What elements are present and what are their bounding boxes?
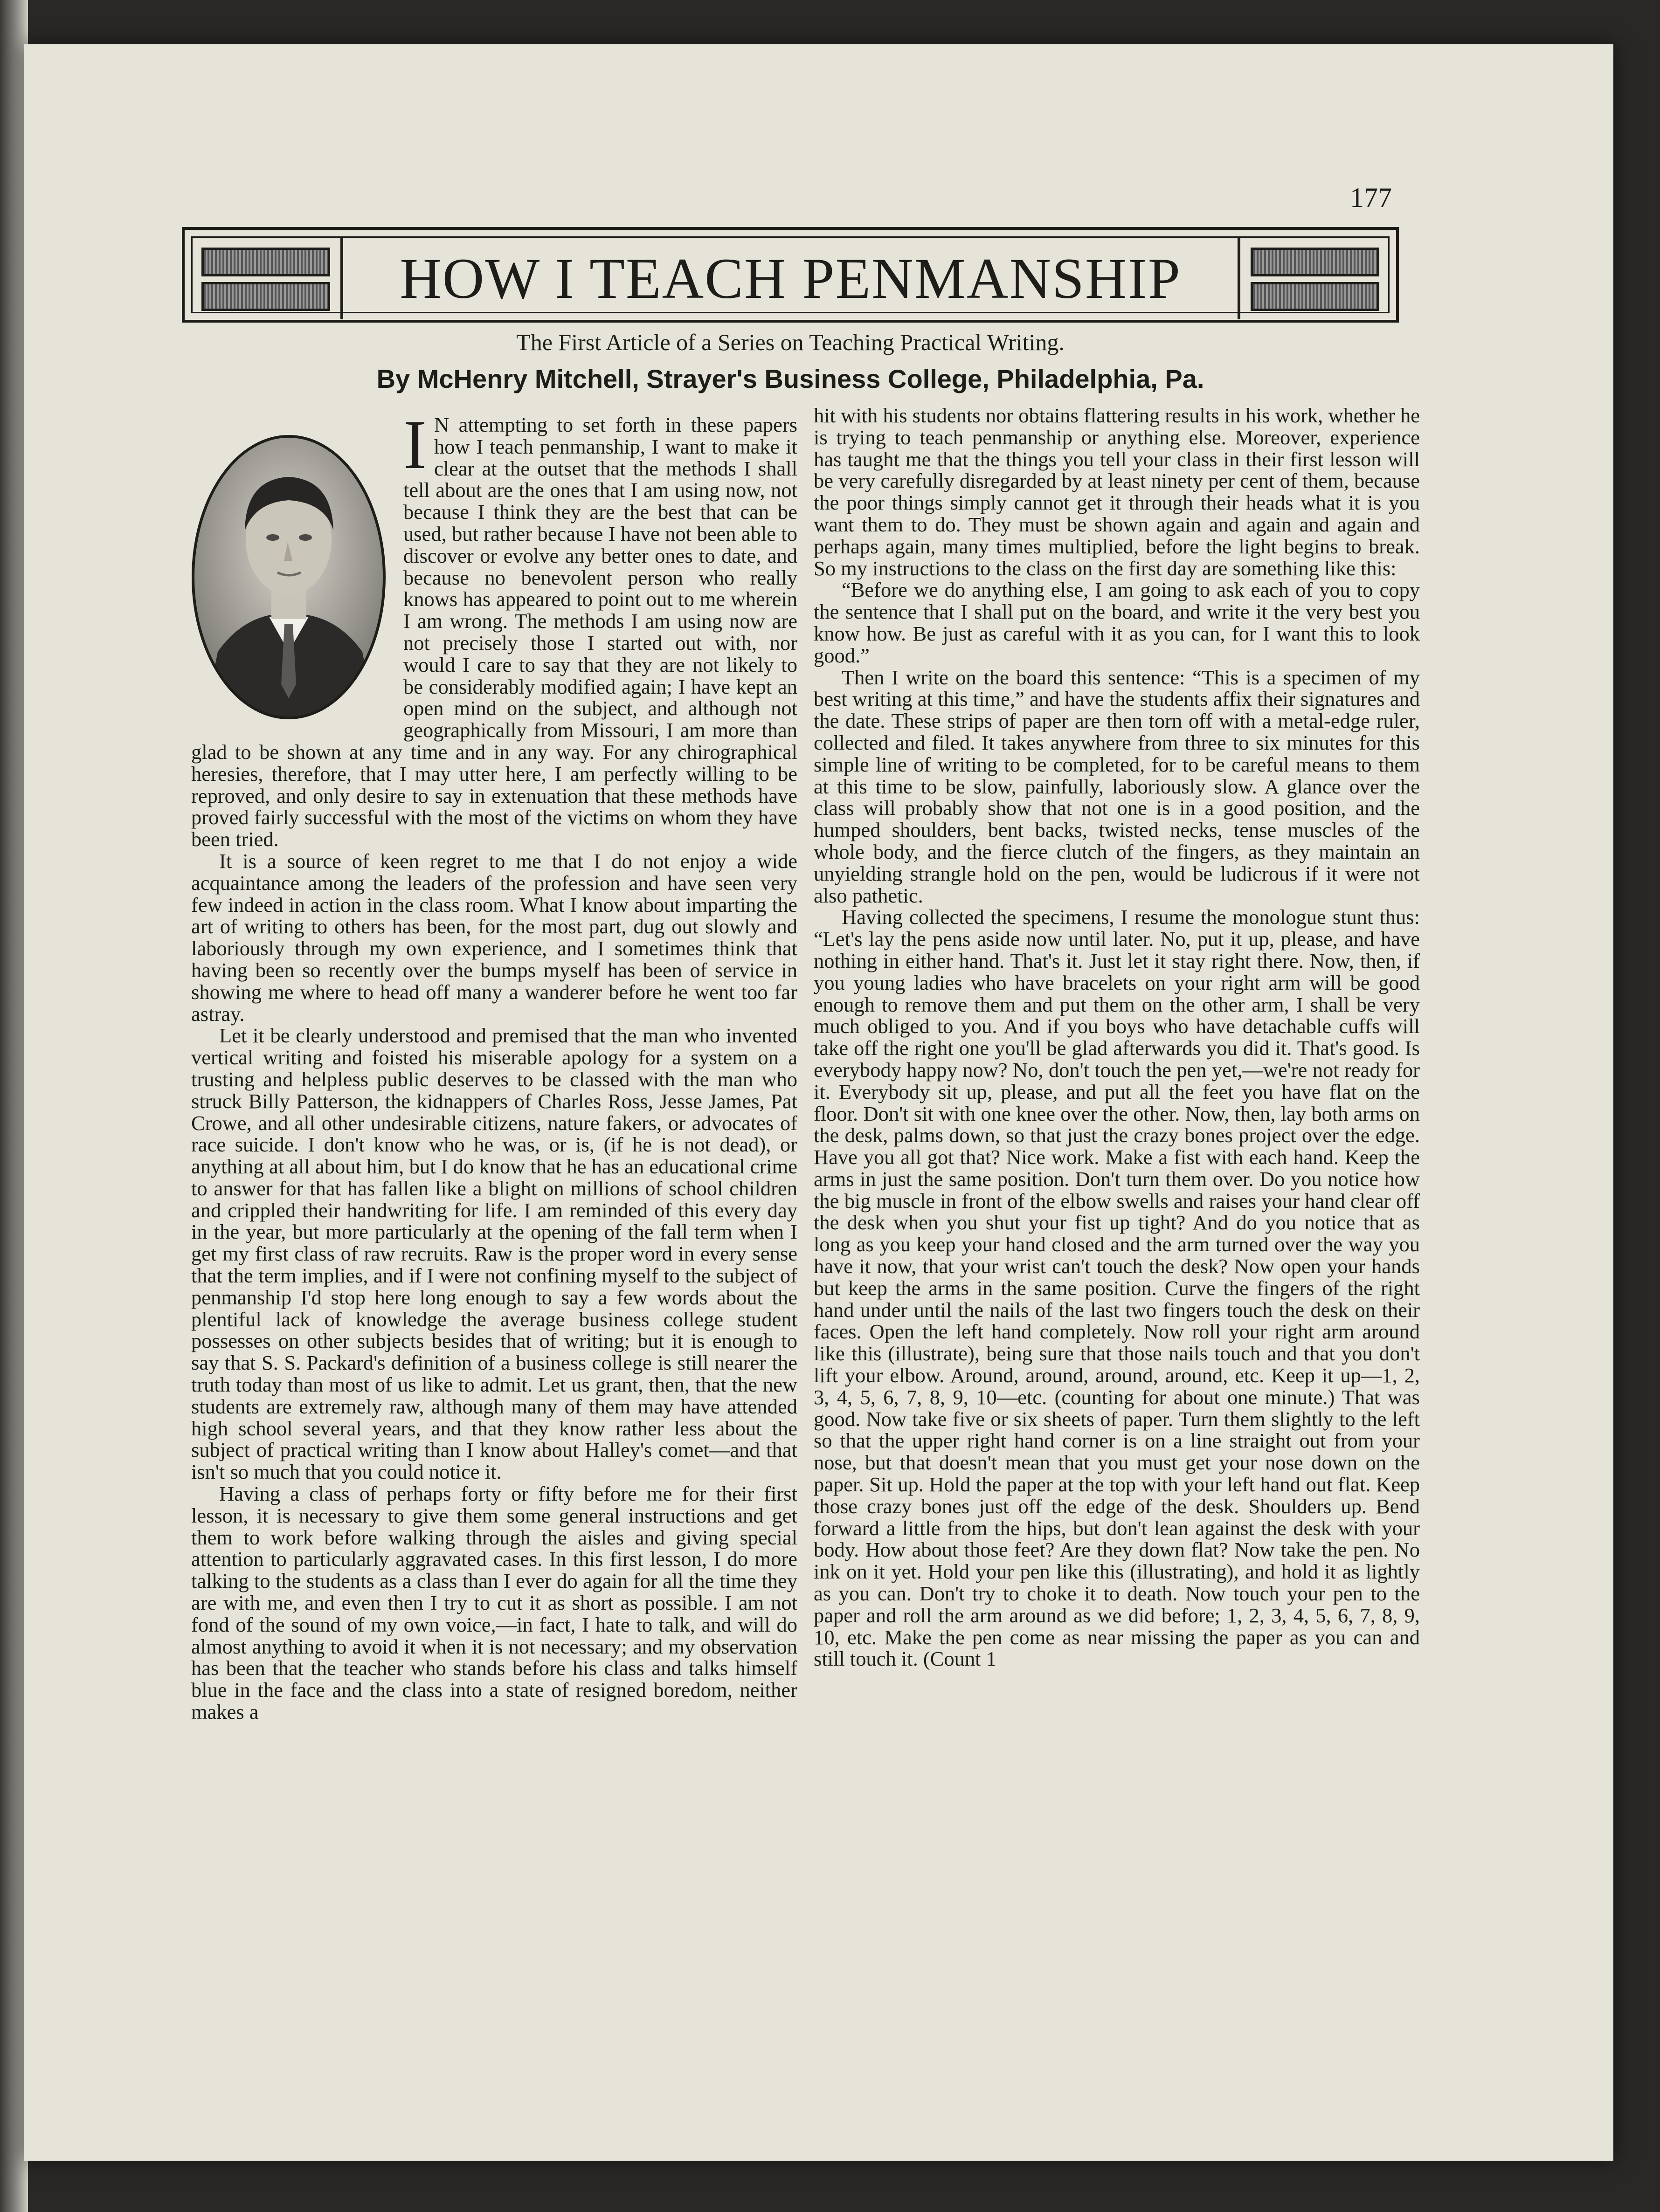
paragraph: It is a source of keen regret to me that I do not enjoy a wide acquaintance among the leaders of the profession and have seen very few indeed in action in the class room. What I know about imparting the art of writing to others has been, for the most part, dug out slowly and laboriously through my own experience, and I sometimes think that having been so recently over the bumps myself has been of service in showing me where to head off many a wanderer before he went too far astray.: [191, 849, 797, 1026]
title-banner: [182, 227, 1399, 323]
paragraph: Having a class of perhaps forty or fifty before me for their first lesson, it is necessary to give them some general instructions and get them to work before walking through the aisles and giving special attention to particularly aggravated cases. In this first lesson, I do more talking to the students as a class than I ever do again for all the time they are with me, and even then I try to cut it as short as possible. I am not fond of the sound of my own voice,—in fact, I hate to talk, and will do almost anything to avoid it when it is not necessary; and my observation has been that the teacher who stands before his class and talks himself blue in the face and the class into a state of resigned boredom, neither makes a: [191, 1482, 797, 1724]
drop-cap: I: [403, 414, 427, 483]
article-subtitle: The First Article of a Series on Teaching Practical Writing.: [516, 329, 1065, 355]
paragraph: I N attempting to set forth in these papers how I teach penmanship, I want to make it clear at the outset that the methods I shall tell about are the ones that I am using now, not because I think they are the best that can be used, but rather because I have not been able to discover or evolve any better ones to date, and because no benevolent person who really knows has appeared to point out to me wherein I am wrong. The methods I am using now are not precisely those I started out with, nor would I care to say that they are not likely to be considerably modified again; I have kept an open mind on the subject, and although not geographically from Missouri, I am more than glad to be shown at any time and in any way. For any chirographical heresies, therefore, that I may utter here, I am perfectly willing to be reproved, and only desire to say in extenuation that these methods have proved fairly successful with the most of the victims on whom they have been tried.: [191, 414, 797, 851]
book-spine: [0, 0, 28, 2212]
paragraph: Then I write on the board this sentence: “This is a specimen of my best writing at this time,” and have the students affix their signatures and the date. These strips of paper are then torn off with a metal-edge ruler, collected and filed. It takes anywhere from three to six minutes for this simple line of writing to be completed, for to be careful means to them at this time to be slow, painfully, laboriously slow. A glance over the class will probably show that not one is in a good position, and the humped shoulders, bent backs, twisted necks, tense muscles of the whole body, and the fierce clutch of the fingers, as they maintain an unyielding strangle hold on the pen, would be ludicrous if it were not also pathetic.: [814, 665, 1420, 907]
article-title: HOW I TEACH PENMANSHIP: [400, 247, 1181, 310]
paragraph: “Before we do anything else, I am going to ask each of you to copy the sentence that I shall put on the board, and write it the very best you know how. Be just as careful with it as you can, for I want this to look good.”: [814, 578, 1420, 667]
paragraph: Let it be clearly understood and premised that the man who invented vertical writing and foisted his miserable apology for a system on a trusting and helpless public deserves to be classed with the man who struck Billy Patterson, the kidnappers of Charles Ross, Jesse James, Pat Crowe, and all other undesirable citizens, nature fakers, or advocates of race suicide. I don't know who he was, or is, (if he is not dead), or anything at all about him, but I do know that he has an educational crime to answer for that has fallen like a blight on millions of school children and crippled their handwriting for life. I am reminded of this every day in the year, but more particularly at the opening of the fall term when I get my first class of raw recruits. Raw is the proper word in every sense that the term implies, and if I were not confining myself to the subject of penmanship I'd stop here long enough to say a few words about the plentiful lack of knowledge the average business college student possesses on other subjects besides that of writing; but it is enough to say that S. S. Packard's definition of a business college is still nearer the truth today than most of us like to admit. Let us grant, then, that the new students are extremely raw, although many of them may have attended high school several years, and that they know rather less about the subject of practical writing than I know about Halley's comet—and that isn't so much that you could notice it.: [191, 1024, 797, 1484]
banner-ornament-left: [191, 236, 343, 319]
column-right: [814, 405, 1420, 2008]
banner-ornament-right: [1238, 236, 1390, 319]
ornament-bar: [201, 282, 330, 311]
column-left: [191, 414, 797, 2008]
page-number: 177: [1350, 182, 1392, 213]
ornament-bar: [201, 248, 330, 276]
ornament-bar: [1251, 248, 1379, 276]
paragraph: hit with his students nor obtains flattering results in his work, whether he is trying to teach penmanship or anything else. Moreover, experience has taught me that the things you tell your class in their first lesson will be very carefully disregarded by at least ninety per cent of them, because the poor things simply cannot get it through their heads what it is you want them to do. They must be shown again and again and again and perhaps again, many times multiplied, before the light begins to break. So my instructions to the class on the first day are something like this:: [814, 405, 1420, 580]
portrait-wrap-space: [191, 414, 403, 740]
ornament-bar: [1251, 282, 1379, 311]
paragraph: Having collected the specimens, I resume the monologue stunt thus: “Let's lay the pens aside now until later. No, put it up, please, and have nothing in either hand. That's it. Just let it stay right there. Now, then, if you young ladies who have bracelets on your right arm will be good enough to remove them and put them on the other arm, I shall be very much obliged to you. And if you boys who have detachable cuffs will take off the right one you'll be glad afterwards you did it. That's good. Is everybody happy now? No, don't touch the pen yet,—we're not ready for it. Everybody sit up, please, and put all the feet you have flat on the floor. Don't sit with one knee over the other. Now, then, lay both arms on the desk, palms down, so that just the crazy bones project over the edge. Have you all got that? Nice work. Make a fist with each hand. Keep the arms in just the same position. Don't turn them over. Do you notice how the big muscle in front of the elbow swells and raises your hand clear off the desk when you shut your fist up tight? And do you notice that as long as you keep your hand closed and the arm turned over the way you have it now, that your wrist can't touch the desk? Now open your hands but keep the arms in the same position. Curve the fingers of the right hand under until the nails of the last two fingers touch the desk on their faces. Open the left hand completely. Now roll your right arm around like this (illustrate), being sure that those nails touch and that you don't lift your elbow. Around, around, around, around, etc. Keep it up—1, 2, 3, 4, 5, 6, 7, 8, 9, 10—etc. (counting for about one minute.) That was good. Now take five or six sheets of paper. Turn them slightly to the left so that the upper right hand corner is on a line straight out from your nose, but that doesn't mean that you must get your nose down on the paper. Sit up. Hold the paper at the top with your left hand out flat. Keep those crazy bones just off the edge of the desk. Shoulders up. Bend forward a little from the hips, but don't lean against the desk with your body. How about those feet? Are they down flat? Now take the pen. No ink on it yet. Hold your pen like this (illustrating), and hold it as lightly as you can. Don't try to choke it to death. Now touch your pen to the paper and roll the arm around as we did before; 1, 2, 3, 4, 5, 6, 7, 8, 9, 10, etc. Make the pen come as near missing the paper as you can and still touch it. (Count 1: [814, 905, 1420, 1671]
article-byline: By McHenry Mitchell, Strayer's Business College, Philadelphia, Pa.: [376, 364, 1204, 393]
